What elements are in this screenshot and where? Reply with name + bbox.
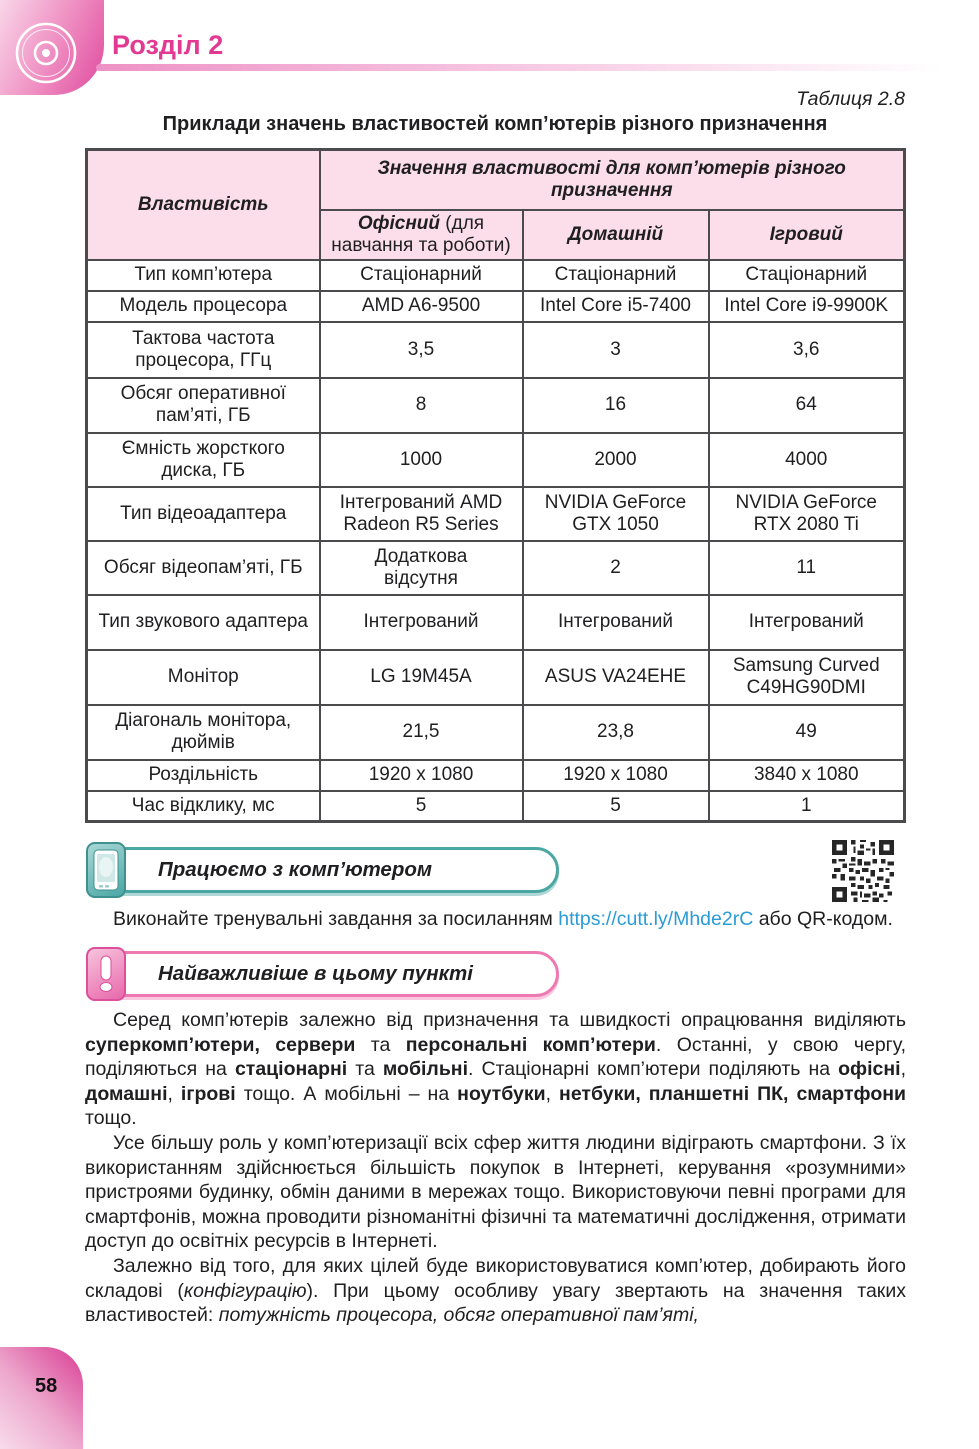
cell-home: 1920 х 1080 (523, 760, 709, 791)
cell-office: AMD A6-9500 (320, 291, 523, 322)
header-office-name: Офісний (357, 212, 441, 234)
page-number-tab (0, 1347, 83, 1449)
tablet-icon (86, 842, 126, 898)
task-link[interactable]: https://cutt.ly/Mhde2rC (558, 908, 754, 930)
cell-gaming: Intel Core i9-9900K (709, 291, 905, 322)
cell-property: Монітор (87, 650, 320, 705)
cell-office: Стаціонарний (320, 260, 523, 291)
cell-property: Тип комп’ютера (87, 260, 320, 291)
qr-code (832, 840, 894, 902)
paragraph-configuration: Залежно від того, для яких цілей буде використовуватися комп’ютер, добирають його складові (конфігурацію). При цьому особливу увагу звертають на значення таких властивостей: потужність процесора, обсяг оперативної пам’яті, (85, 1254, 906, 1327)
table-row (87, 791, 905, 822)
table-caption: Таблиця 2.8 (796, 88, 905, 110)
cell-office: Додаткова відсутня (320, 541, 523, 595)
cell-home: 5 (523, 791, 709, 822)
cell-property: Обсяг відеопам’яті, ГБ (87, 541, 320, 595)
cell-office: 3,5 (320, 322, 523, 378)
cell-home: 3 (523, 322, 709, 378)
banner-important-title: Найважливіше в цьому пункті (158, 962, 473, 985)
cell-property: Тип відеоадаптера (87, 487, 320, 541)
cell-gaming: 11 (709, 541, 905, 595)
cell-gaming: 1 (709, 791, 905, 822)
cell-property: Модель процесора (87, 291, 320, 322)
banner-most-important (97, 951, 559, 997)
table-row (87, 705, 905, 760)
cell-property: Роздільність (87, 760, 320, 791)
cell-property: Тип звукового адаптера (87, 595, 320, 650)
cell-property: Тактова частота процесора, ГГц (87, 322, 320, 378)
banner-work-with-computer (97, 847, 559, 893)
table-title: Приклади значень властивостей комп’ютерів різного призначення (162, 113, 828, 135)
cell-home: ASUS VA24EHE (523, 650, 709, 705)
paragraph-computer-types: Серед комп’ютерів залежно від призначення та швидкості опрацювання виділяють суперкомп’ютери, сервери та персональні комп’ютери. Останні, у свою чергу, поділяються на стаціонарні та мобільні. Стаціонарні комп’ютери поділяють на офісні, домашні, ігрові тощо. А мобільні – на ноутбуки, нетбуки, планшетні ПК, смартфони тощо. (85, 1009, 906, 1130)
cell-gaming: 4000 (709, 433, 905, 487)
cell-property: Ємність жорсткого диска, ГБ (87, 433, 320, 487)
cell-gaming: Інтегрований (709, 595, 905, 650)
table-row (87, 260, 905, 291)
exclamation-icon (86, 947, 126, 1001)
header-office-note: (для навчання та роботи) (331, 212, 511, 256)
cell-home: Інтегрований (523, 595, 709, 650)
header-gaming: Ігровий (709, 210, 905, 260)
cell-gaming: 3840 х 1080 (709, 760, 905, 791)
table-header-row (87, 150, 905, 210)
table-row (87, 433, 905, 487)
specs-table (85, 148, 906, 823)
chapter-title: Розділ 2 (112, 30, 224, 60)
cell-home: Intel Core i5-7400 (523, 291, 709, 322)
table-row (87, 322, 905, 378)
cell-property: Діагональ монітора, дюймів (87, 705, 320, 760)
task-text-before: Виконайте тренувальні завдання за посиланням (113, 908, 559, 930)
cell-home: 16 (523, 378, 709, 433)
header-rule (96, 64, 979, 71)
cell-gaming: 64 (709, 378, 905, 433)
cell-home: Стаціонарний (523, 260, 709, 291)
cell-office: 1000 (320, 433, 523, 487)
cell-office: 21,5 (320, 705, 523, 760)
header-home: Домашній (523, 210, 709, 260)
cell-office: LG 19M45A (320, 650, 523, 705)
task-line (85, 908, 906, 931)
cell-office: 8 (320, 378, 523, 433)
cell-office: 5 (320, 791, 523, 822)
header-group: Значення властивості для комп’ютерів різного призначення (320, 150, 905, 210)
body-text (85, 1008, 906, 1328)
cell-office: Інтегрований AMD Radeon R5 Series (320, 487, 523, 541)
cell-home: 23,8 (523, 705, 709, 760)
table-row (87, 378, 905, 433)
cell-property: Час відклику, мс (87, 791, 320, 822)
header-property: Властивість (87, 150, 320, 260)
table-row (87, 291, 905, 322)
table-row (87, 595, 905, 650)
cell-gaming: NVIDIA GeForce RTX 2080 Ti (709, 487, 905, 541)
table-row (87, 650, 905, 705)
cell-gaming: 49 (709, 705, 905, 760)
cell-home: 2 (523, 541, 709, 595)
cell-office: Інтегрований (320, 595, 523, 650)
table-row (87, 541, 905, 595)
cell-gaming: Samsung Curved C49HG90DMI (709, 650, 905, 705)
table-row (87, 487, 905, 541)
cell-gaming: Стаціонарний (709, 260, 905, 291)
cell-property: Обсяг оперативної пам’яті, ГБ (87, 378, 320, 433)
cell-home: 2000 (523, 433, 709, 487)
header-office (320, 210, 523, 260)
chapter-corner-tab (0, 0, 104, 95)
cell-office: 1920 х 1080 (320, 760, 523, 791)
banner-work-title: Працюємо з комп’ютером (158, 858, 433, 881)
cell-home: NVIDIA GeForce GTX 1050 (523, 487, 709, 541)
cell-gaming: 3,6 (709, 322, 905, 378)
page-number: 58 (35, 1375, 58, 1397)
table-row (87, 760, 905, 791)
cd-icon (13, 20, 79, 86)
paragraph-smartphones: Усе більшу роль у комп’ютеризації всіх сфер життя людини відіграють смартфони. З їх використанням здійснюється більшість покупок в Інтернеті, керування «розумними» пристроями будинку, обмін даними в мережах тощо. Використовуючи певні програми для смартфонів, можна проводити різноманітні фізичні та математичні дослідження, отримати доступ до освітніх ресурсів в Інтернеті. (85, 1131, 906, 1253)
task-text-after: або QR-кодом. (753, 908, 893, 930)
